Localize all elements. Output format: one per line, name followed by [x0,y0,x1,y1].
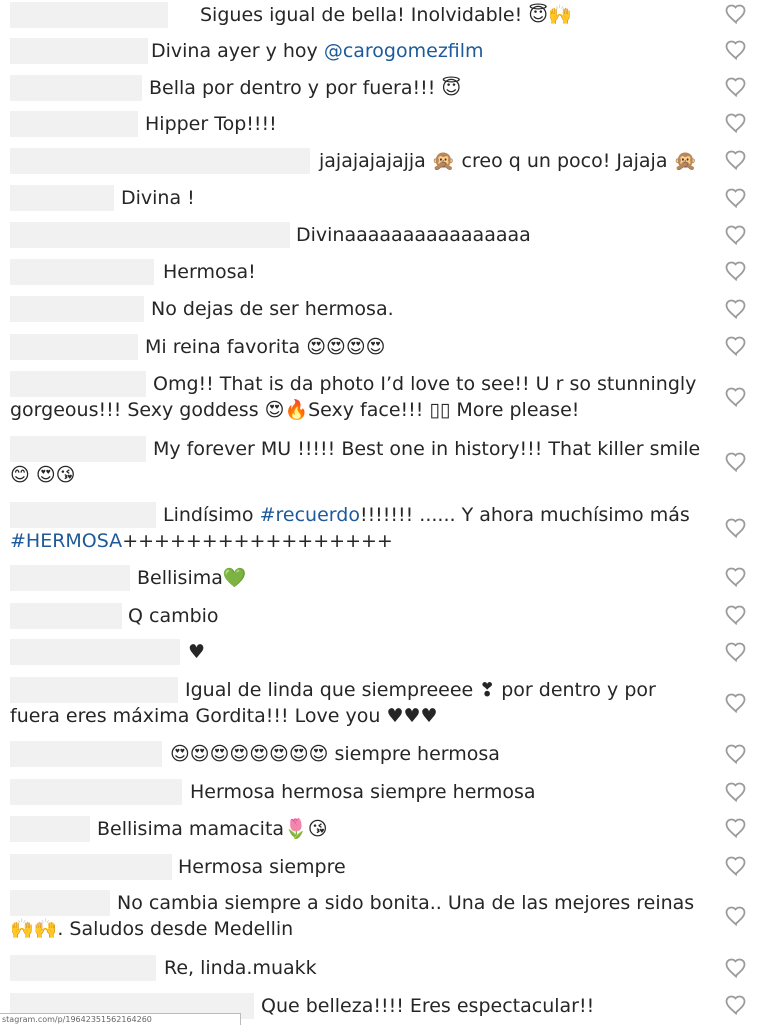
comment-text [10,334,710,360]
comment-text [10,854,710,880]
comment-segment: Divina ayer y hoy [151,40,324,62]
comment-text [10,890,710,942]
like-heart-icon[interactable] [724,297,748,321]
like-heart-icon[interactable] [724,640,748,664]
comment-segment: Bellisima mamacita🌷😘 [97,818,328,840]
comment-segment: Divinaaaaaaaaaaaaaaaa [296,224,531,246]
comment-segment: Hipper Top!!!! [145,113,277,135]
like-heart-icon[interactable] [724,334,748,358]
comment-segment: Igual de linda que siempreeee ❣ por dentro y por fuera eres máxima Gordita!!! Love you ♥♥♥ [10,679,656,727]
status-url: stagram.com/p/19642351562164260 [0,1013,241,1025]
comment-link[interactable]: #HERMOSA [10,530,123,552]
comment-segment: Hermosa! [163,261,256,283]
comment-segment: !!!!!!! ...... Y ahora muchísimo más [359,504,690,526]
like-heart-icon[interactable] [724,742,748,766]
like-heart-icon[interactable] [724,854,748,878]
like-heart-icon[interactable] [724,2,748,26]
comment-segment: Hermosa hermosa siempre hermosa [190,781,536,803]
comment-text [10,436,710,488]
like-heart-icon[interactable] [724,904,748,928]
comment-segment: Re, linda.muakk [164,957,317,979]
comment-segment: No cambia siempre a sido bonita.. Una de las mejores reinas 🙌🙌. Saludos desde Medellin [10,892,695,940]
comment-text [10,502,710,554]
like-heart-icon[interactable] [724,450,748,474]
like-heart-icon[interactable] [724,148,748,172]
like-heart-icon[interactable] [724,75,748,99]
comment-segment: My forever MU !!!!! Best one in history!!! That killer smile 😊 😍😘 [10,438,701,486]
comment-segment: Bella por dentro y por fuera!!! 😇 [149,77,462,99]
comment-segment: +++++++++++++++++ [122,530,393,552]
comment-segment: jajajajajajja 🙊 creo q un poco! Jajaja 🙊 [319,150,698,172]
comment-text [10,222,710,248]
like-heart-icon[interactable] [724,186,748,210]
comment-segment: Sigues igual de bella! Inolvidable! 😇🙌 [200,4,572,26]
comment-segment: Mi reina favorita 😍😍😍😍 [145,336,386,358]
like-heart-icon[interactable] [724,603,748,627]
comment-link[interactable]: @carogomezfilm [323,40,484,62]
comment-text [10,2,710,28]
comment-segment: No dejas de ser hermosa. [151,298,394,320]
like-heart-icon[interactable] [724,516,748,540]
comment-text [10,259,710,285]
comment-text [10,677,710,729]
comment-text [10,185,710,211]
comment-link[interactable]: #recuerdo [259,504,360,526]
comment-segment: ♥ [188,641,206,663]
like-heart-icon[interactable] [724,993,748,1017]
like-heart-icon[interactable] [724,223,748,247]
like-heart-icon[interactable] [724,956,748,980]
like-heart-icon[interactable] [724,111,748,135]
comment-segment: Que belleza!!!! Eres espectacular!! [261,995,595,1017]
comment-text [10,296,710,322]
comment-segment: Hermosa siempre [178,856,346,878]
comment-segment: Bellisima💚 [137,567,247,589]
comment-text [10,639,710,665]
comment-text [10,603,710,629]
comment-text [10,565,710,591]
like-heart-icon[interactable] [724,780,748,804]
comment-segment: Divina ! [121,187,195,209]
comment-text [10,111,710,137]
like-heart-icon[interactable] [724,259,748,283]
comment-segment: Q cambio [128,605,219,627]
comment-text [10,779,710,805]
comment-segment: Omg!! That is da photo I’d love to see!! U r so stunningly gorgeous!!! Sexy goddess 😍🔥Sexy face!!! ▯▯ More please! [10,373,697,421]
comment-text [10,38,710,64]
like-heart-icon[interactable] [724,385,748,409]
comment-text [10,75,710,101]
comment-text [10,148,710,174]
like-heart-icon[interactable] [724,565,748,589]
like-heart-icon[interactable] [724,816,748,840]
comment-text [10,371,710,423]
like-heart-icon[interactable] [724,38,748,62]
comment-text [10,955,710,981]
comment-text [10,741,710,767]
comment-text [10,816,710,842]
like-heart-icon[interactable] [724,691,748,715]
comment-segment: 😍😍😍😍😍😍😍😍 siempre hermosa [170,743,500,765]
comment-segment: Lindísimo [163,504,260,526]
